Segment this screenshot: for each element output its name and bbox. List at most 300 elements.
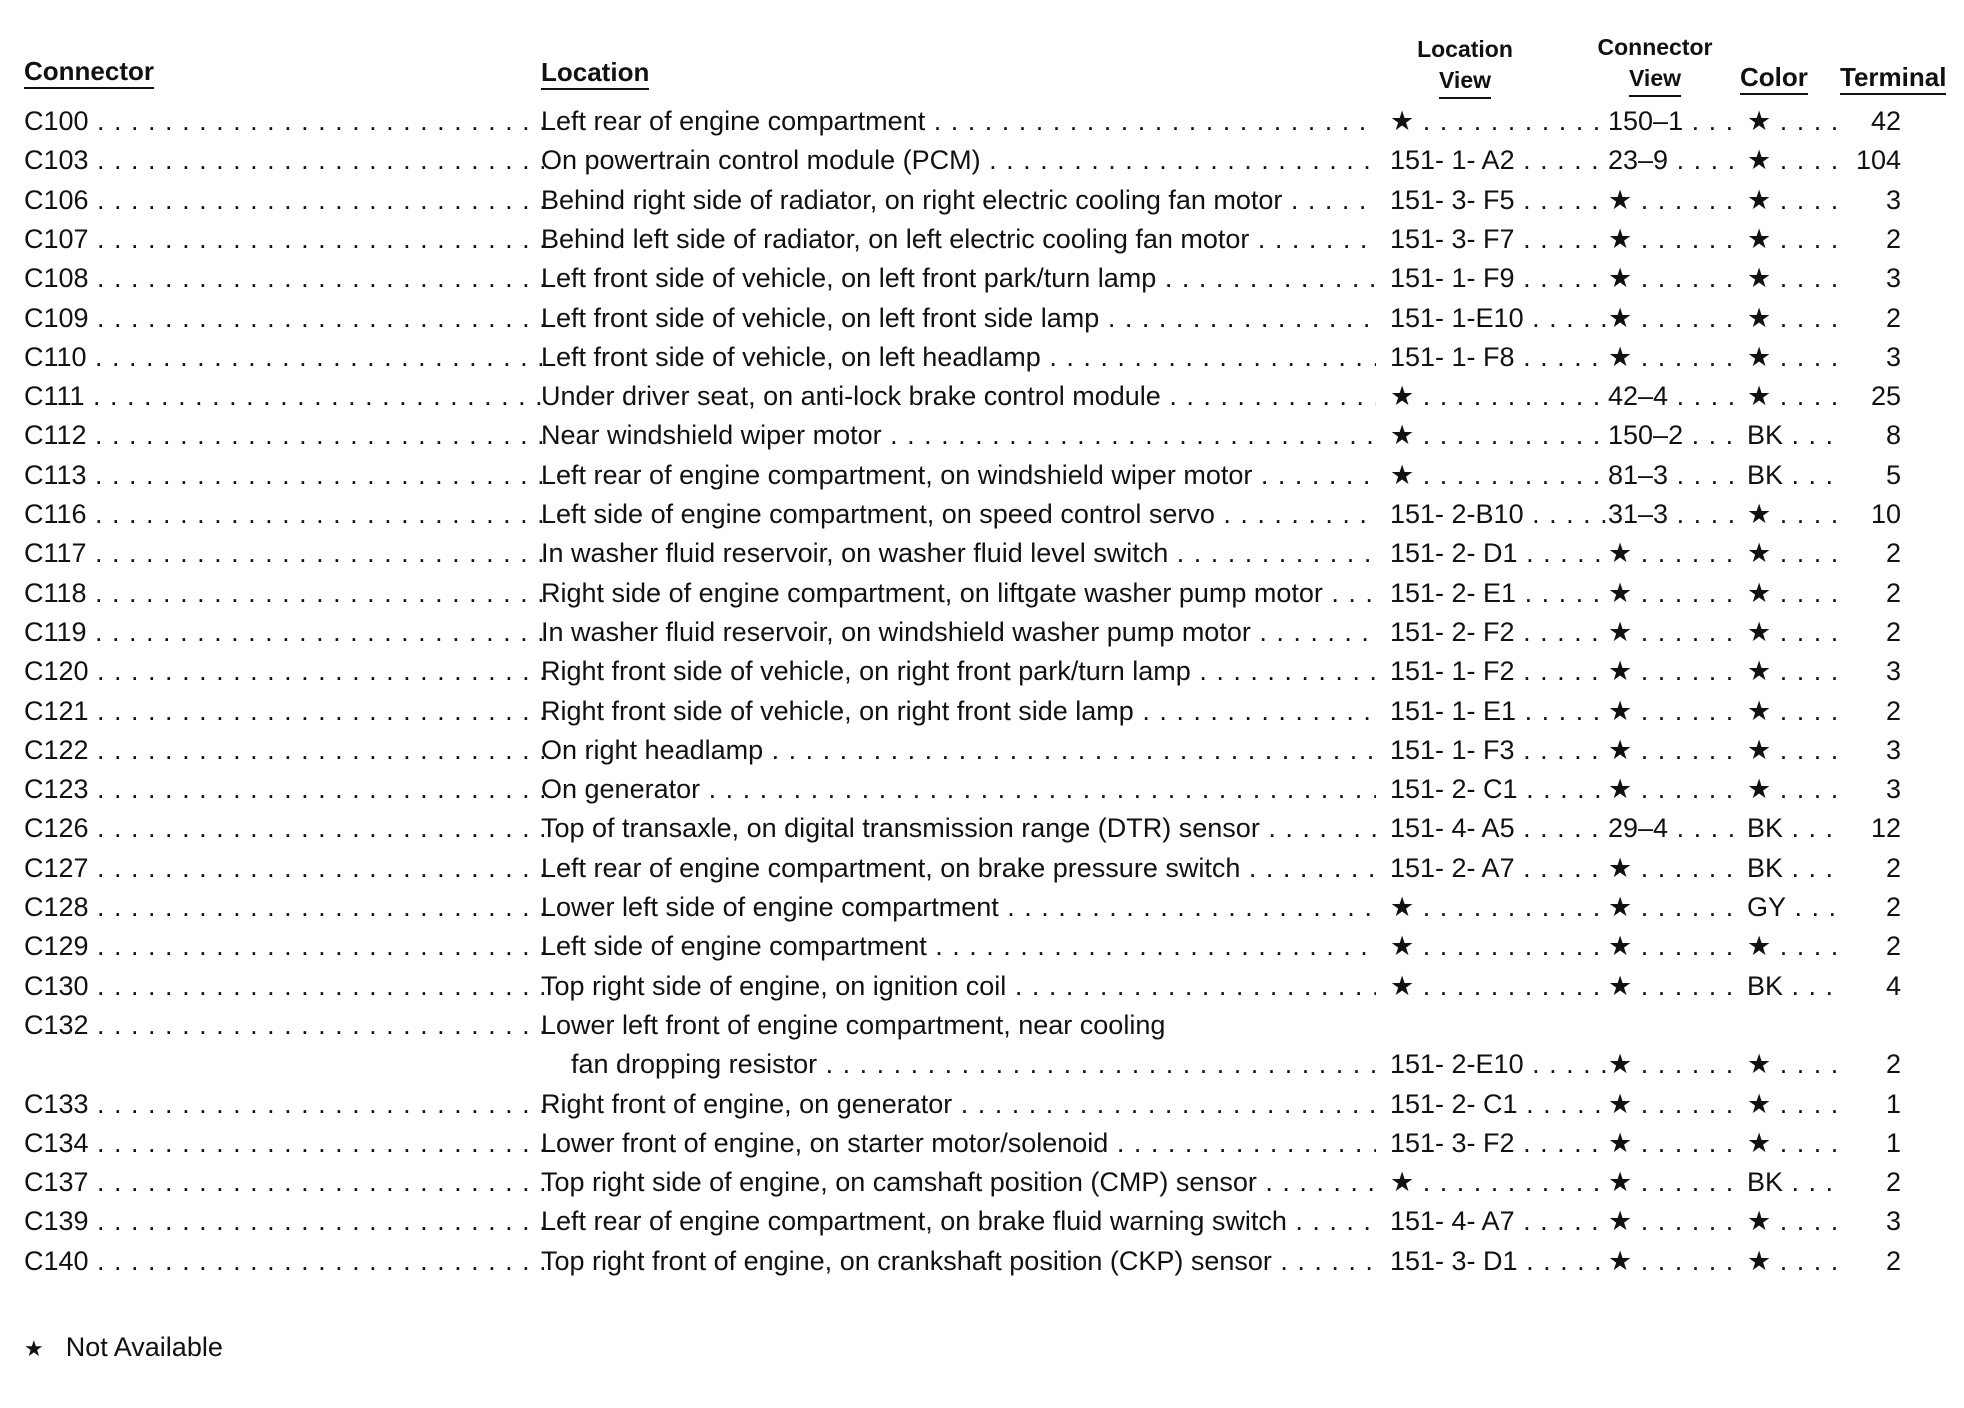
terminal-cell-text: 2	[1885, 892, 1901, 922]
color-cell	[1747, 338, 1837, 377]
connector-view-cell-text: ★	[1608, 538, 1633, 569]
connector-cell-text: C132	[24, 1009, 89, 1040]
terminal-cell-text: 3	[1885, 341, 1901, 372]
terminal-cell	[1839, 927, 1901, 966]
location-cell-text: In washer fluid reservoir, on washer fluid level switch	[541, 538, 1169, 569]
terminal-cell-text: 2	[1885, 616, 1901, 647]
terminal-cell	[1839, 495, 1901, 534]
location-cell	[541, 181, 1376, 220]
location-cell-text: Left front side of vehicle, on left headlamp	[541, 341, 1041, 372]
connector-cell-text: C140	[24, 1245, 89, 1276]
color-cell	[1747, 652, 1837, 691]
location-cell	[541, 1085, 1376, 1124]
location-cell	[541, 692, 1376, 731]
table-row	[0, 259, 1964, 298]
table-row	[0, 299, 1964, 338]
location-view-cell-text: 151- 2- D1	[1390, 538, 1518, 569]
location-view-cell	[1390, 141, 1606, 180]
connector-view-cell-text: ★	[1608, 1167, 1633, 1198]
header-location-view	[1400, 34, 1530, 99]
connector-cell-text: C112	[24, 420, 87, 451]
location-cell-text: On powertrain control module (PCM)	[541, 145, 981, 176]
table-row	[0, 1085, 1964, 1124]
location-view-cell	[1390, 534, 1606, 573]
location-view-cell	[1390, 220, 1606, 259]
location-cell-text: On generator	[541, 774, 701, 805]
footnote-star-icon: ★	[24, 1336, 44, 1361]
location-cell-text: Top right side of engine, on camshaft position (CMP) sensor	[541, 1167, 1257, 1198]
table-row	[0, 377, 1964, 416]
location-cell	[541, 534, 1376, 573]
connector-cell	[24, 377, 544, 416]
location-cell	[541, 574, 1376, 613]
connector-cell-text: C122	[24, 734, 89, 765]
color-cell	[1747, 809, 1837, 848]
connector-view-cell	[1608, 731, 1745, 770]
terminal-cell	[1839, 338, 1901, 377]
connector-cell-text: C107	[24, 223, 89, 254]
connector-cell	[24, 141, 544, 180]
location-cell-text: In washer fluid reservoir, on windshield washer pump motor	[541, 616, 1251, 647]
color-cell	[1747, 613, 1837, 652]
color-cell-text: GY	[1747, 892, 1787, 922]
terminal-cell	[1839, 181, 1901, 220]
color-cell	[1747, 1045, 1837, 1084]
location-view-cell-text: 151- 1- F9	[1390, 263, 1515, 294]
location-cell	[541, 1163, 1376, 1202]
table-row	[0, 1242, 1964, 1281]
color-cell-text: ★	[1747, 1206, 1772, 1237]
location-view-cell-text: ★	[1390, 420, 1415, 451]
table-row	[0, 416, 1964, 455]
connector-view-cell	[1608, 534, 1745, 573]
location-cell-text: Top right front of engine, on crankshaft position (CKP) sensor	[541, 1245, 1272, 1276]
connector-view-cell	[1608, 1202, 1745, 1241]
location-view-cell	[1390, 770, 1606, 809]
terminal-cell	[1839, 1085, 1901, 1124]
location-cell	[541, 338, 1376, 377]
color-cell-text: ★	[1747, 774, 1772, 805]
location-view-cell-text: 151- 3- F7	[1390, 223, 1515, 254]
location-cell	[541, 967, 1376, 1006]
table-row	[0, 1045, 1964, 1084]
location-view-cell-text: 151- 2-E10	[1390, 1049, 1524, 1080]
table-row	[0, 102, 1964, 141]
location-view-cell-text: 151- 1- E1	[1390, 695, 1517, 726]
location-view-cell	[1390, 377, 1606, 416]
connector-cell	[24, 1163, 544, 1202]
header-terminal	[1840, 62, 1946, 95]
color-cell	[1747, 1202, 1837, 1241]
connector-cell	[24, 770, 544, 809]
location-cell-text: Under driver seat, on anti-lock brake control module	[541, 381, 1161, 412]
terminal-cell	[1839, 220, 1901, 259]
header-location-label: Location	[541, 57, 649, 90]
location-cell-text: Behind right side of radiator, on right electric cooling fan motor	[541, 184, 1283, 215]
location-cell-text: Right front of engine, on generator	[541, 1088, 953, 1119]
connector-view-cell-text: ★	[1608, 774, 1633, 805]
connector-cell	[24, 1202, 544, 1241]
location-view-cell-text: ★	[1390, 892, 1415, 922]
table-row	[0, 888, 1964, 927]
table-row	[0, 1006, 1964, 1045]
terminal-cell	[1839, 574, 1901, 613]
terminal-cell	[1839, 652, 1901, 691]
location-cell	[541, 652, 1376, 691]
location-view-cell	[1390, 259, 1606, 298]
connector-cell-text: C128	[24, 892, 89, 922]
terminal-cell	[1839, 1124, 1901, 1163]
location-view-cell-text: 151- 2- C1	[1390, 774, 1518, 805]
location-cell-text: Top of transaxle, on digital transmission range (DTR) sensor	[541, 813, 1260, 844]
connector-view-cell	[1608, 613, 1745, 652]
location-cell-text: Lower left side of engine compartment	[541, 892, 999, 922]
location-cell-text: Behind left side of radiator, on left electric cooling fan motor	[541, 223, 1250, 254]
connector-cell	[24, 456, 544, 495]
table-row	[0, 574, 1964, 613]
connector-view-cell	[1608, 495, 1745, 534]
location-cell	[541, 456, 1376, 495]
location-cell-text: Left rear of engine compartment	[541, 106, 926, 136]
location-view-cell-text: 151- 1- F8	[1390, 341, 1515, 372]
table-row	[0, 652, 1964, 691]
color-cell	[1747, 495, 1837, 534]
terminal-cell-text: 104	[1855, 145, 1901, 176]
terminal-cell-text: 4	[1885, 970, 1901, 1001]
location-view-cell-text: 151- 2- F2	[1390, 616, 1515, 647]
connector-view-cell	[1608, 849, 1745, 888]
location-cell	[541, 1006, 1376, 1045]
location-cell	[541, 299, 1376, 338]
location-cell-text: Left rear of engine compartment, on brake pressure switch	[541, 852, 1241, 883]
color-cell-text: ★	[1747, 145, 1772, 176]
table-row	[0, 534, 1964, 573]
connector-cell-text: C113	[24, 459, 87, 490]
connector-cell-text: C123	[24, 774, 89, 805]
terminal-cell-text: 1	[1885, 1127, 1901, 1158]
terminal-cell	[1839, 731, 1901, 770]
connector-view-cell-text: 23–9	[1608, 145, 1669, 176]
color-cell	[1747, 416, 1837, 455]
terminal-cell	[1839, 1163, 1901, 1202]
location-cell	[571, 1045, 1376, 1084]
terminal-cell-text: 2	[1885, 852, 1901, 883]
terminal-cell-text: 3	[1885, 656, 1901, 687]
connector-cell	[24, 1242, 544, 1281]
location-view-cell-text: 151- 1- F3	[1390, 734, 1515, 765]
terminal-cell-text: 2	[1885, 1049, 1901, 1080]
location-view-cell	[1390, 809, 1606, 848]
connector-cell	[24, 259, 544, 298]
connector-cell-text: C129	[24, 931, 89, 962]
location-view-cell-text: 151- 1- F2	[1390, 656, 1515, 687]
connector-cell	[24, 299, 544, 338]
table-row	[0, 731, 1964, 770]
connector-cell-text: C137	[24, 1167, 89, 1198]
location-cell-text: Lower front of engine, on starter motor/solenoid	[541, 1127, 1109, 1158]
connector-view-cell-text: 150–1	[1608, 106, 1684, 136]
connector-cell	[24, 1006, 544, 1045]
connector-cell	[24, 181, 544, 220]
color-cell	[1747, 888, 1837, 927]
connector-view-cell	[1608, 102, 1745, 141]
color-cell	[1747, 299, 1837, 338]
table-row	[0, 613, 1964, 652]
location-view-cell	[1390, 613, 1606, 652]
location-view-cell-text: 151- 2- A7	[1390, 852, 1515, 883]
location-view-cell-text: ★	[1390, 106, 1415, 136]
table-row	[0, 338, 1964, 377]
connector-view-cell	[1608, 809, 1745, 848]
table-row	[0, 456, 1964, 495]
location-cell-text: Left rear of engine compartment, on brake fluid warning switch	[541, 1206, 1287, 1237]
color-cell	[1747, 849, 1837, 888]
location-view-cell	[1390, 181, 1606, 220]
color-cell-text: ★	[1747, 931, 1772, 962]
connector-view-cell-text: ★	[1608, 931, 1633, 962]
terminal-cell-text: 3	[1885, 184, 1901, 215]
location-cell	[541, 259, 1376, 298]
connector-view-cell-text: ★	[1608, 734, 1633, 765]
location-view-cell	[1390, 731, 1606, 770]
location-view-cell-text: 151- 2-B10	[1390, 499, 1524, 529]
connector-cell	[24, 652, 544, 691]
connector-cell-text: C121	[24, 695, 89, 726]
location-cell-text: Left front side of vehicle, on left front side lamp	[541, 302, 1100, 333]
color-cell-text: BK	[1747, 813, 1784, 844]
location-view-cell	[1390, 102, 1606, 141]
terminal-cell	[1839, 967, 1901, 1006]
location-cell-text: Top right side of engine, on ignition coil	[541, 970, 1007, 1001]
terminal-cell-text: 2	[1885, 1245, 1901, 1276]
location-view-cell	[1390, 338, 1606, 377]
terminal-cell-text: 2	[1885, 695, 1901, 726]
header-connector-label: Connector	[24, 56, 154, 89]
location-view-cell-text: ★	[1390, 931, 1415, 962]
connector-cell-text: C120	[24, 656, 89, 687]
connector-view-cell-text: ★	[1608, 1206, 1633, 1237]
connector-cell	[24, 338, 544, 377]
color-cell	[1747, 731, 1837, 770]
location-cell	[541, 1124, 1376, 1163]
connector-view-cell	[1608, 1163, 1745, 1202]
connector-cell	[24, 927, 544, 966]
connector-cell-text: C134	[24, 1127, 89, 1158]
color-cell-text: ★	[1747, 223, 1772, 254]
color-cell-text: ★	[1747, 695, 1772, 726]
location-view-cell-text: ★	[1390, 381, 1415, 412]
connector-view-cell	[1608, 770, 1745, 809]
terminal-cell-text: 2	[1885, 931, 1901, 962]
location-cell	[541, 888, 1376, 927]
color-cell	[1747, 377, 1837, 416]
connector-view-cell	[1608, 888, 1745, 927]
connector-view-cell	[1608, 141, 1745, 180]
color-cell-text: BK	[1747, 1167, 1784, 1198]
color-cell-text: ★	[1747, 1245, 1772, 1276]
connector-view-cell-text: ★	[1608, 656, 1633, 687]
header-location-view-line2: View	[1439, 65, 1491, 99]
location-view-cell-text: ★	[1390, 1167, 1415, 1198]
connector-cell-text: C106	[24, 184, 89, 215]
terminal-cell-text: 5	[1885, 459, 1901, 490]
color-cell	[1747, 1124, 1837, 1163]
terminal-cell-text: 3	[1885, 734, 1901, 765]
connector-view-cell-text: ★	[1608, 302, 1633, 333]
connector-view-cell-text: ★	[1608, 223, 1633, 254]
connector-view-cell	[1608, 377, 1745, 416]
connector-view-cell	[1608, 299, 1745, 338]
table-row	[0, 220, 1964, 259]
terminal-cell	[1839, 692, 1901, 731]
color-cell	[1747, 102, 1837, 141]
table-row	[0, 849, 1964, 888]
location-view-cell-text: ★	[1390, 970, 1415, 1001]
location-cell	[541, 416, 1376, 455]
color-cell	[1747, 574, 1837, 613]
terminal-cell-text: 3	[1885, 1206, 1901, 1237]
terminal-cell	[1839, 377, 1901, 416]
terminal-cell-text: 2	[1885, 223, 1901, 254]
connector-cell-text: C103	[24, 145, 89, 176]
table-row	[0, 495, 1964, 534]
header-connector	[24, 56, 154, 89]
connector-cell-text: C111	[24, 381, 85, 412]
color-cell-text: ★	[1747, 577, 1772, 608]
location-cell	[541, 809, 1376, 848]
terminal-cell	[1839, 534, 1901, 573]
connector-cell	[24, 849, 544, 888]
color-cell	[1747, 927, 1837, 966]
color-cell	[1747, 1085, 1837, 1124]
header-connector-view-line2: View	[1629, 63, 1681, 97]
connector-view-cell	[1608, 181, 1745, 220]
location-cell-text: Left rear of engine compartment, on windshield wiper motor	[541, 459, 1253, 490]
location-cell-text: On right headlamp	[541, 734, 764, 765]
color-cell-text: BK	[1747, 970, 1784, 1001]
location-cell-text: Lower left front of engine compartment, near cooling	[541, 1009, 1166, 1040]
connector-view-cell	[1608, 1045, 1745, 1084]
connector-cell-text: C108	[24, 263, 89, 294]
color-cell-text: ★	[1747, 1127, 1772, 1158]
location-cell	[541, 770, 1376, 809]
connector-view-cell-text: 42–4	[1608, 381, 1669, 412]
location-view-cell-text: 151- 2- C1	[1390, 1088, 1518, 1119]
terminal-cell-text: 12	[1870, 813, 1901, 844]
connector-cell	[24, 888, 544, 927]
connector-view-cell-text: ★	[1608, 577, 1633, 608]
terminal-cell-text: 8	[1885, 420, 1901, 451]
terminal-cell	[1839, 770, 1901, 809]
connector-view-cell-text: ★	[1608, 892, 1633, 922]
color-cell	[1747, 1163, 1837, 1202]
location-view-cell	[1390, 652, 1606, 691]
location-view-cell	[1390, 495, 1606, 534]
connector-cell	[24, 1085, 544, 1124]
connector-cell-text: C130	[24, 970, 89, 1001]
terminal-cell-text: 42	[1870, 106, 1901, 136]
terminal-cell	[1839, 259, 1901, 298]
connector-cell	[24, 613, 544, 652]
location-cell-text: fan dropping resistor	[571, 1049, 818, 1080]
location-view-cell	[1390, 692, 1606, 731]
terminal-cell-text: 10	[1870, 499, 1901, 529]
terminal-cell	[1839, 613, 1901, 652]
location-view-cell	[1390, 299, 1606, 338]
connector-view-cell-text: ★	[1608, 1049, 1633, 1080]
table-row	[0, 1124, 1964, 1163]
connector-cell	[24, 416, 544, 455]
connector-view-cell	[1608, 338, 1745, 377]
location-view-cell-text: 151- 4- A5	[1390, 813, 1515, 844]
terminal-cell	[1839, 299, 1901, 338]
connector-cell	[24, 692, 544, 731]
location-view-cell	[1390, 849, 1606, 888]
location-view-cell	[1390, 1202, 1606, 1241]
location-view-cell-text: 151- 4- A7	[1390, 1206, 1515, 1237]
connector-view-cell-text: ★	[1608, 695, 1633, 726]
connector-cell	[24, 102, 544, 141]
color-cell	[1747, 1242, 1837, 1281]
location-cell	[541, 377, 1376, 416]
connector-view-cell-text: ★	[1608, 263, 1633, 294]
connector-view-cell	[1608, 220, 1745, 259]
location-view-cell-text: 151- 2- E1	[1390, 577, 1517, 608]
connector-view-cell	[1608, 1085, 1745, 1124]
color-cell	[1747, 456, 1837, 495]
location-cell-text: Left side of engine compartment, on speed control servo	[541, 499, 1215, 529]
connector-cell	[24, 495, 544, 534]
table-row	[0, 967, 1964, 1006]
connector-cell	[24, 574, 544, 613]
connector-view-cell	[1608, 1124, 1745, 1163]
color-cell-text: ★	[1747, 656, 1772, 687]
connector-view-cell	[1608, 1242, 1745, 1281]
connector-cell	[24, 731, 544, 770]
table-row	[0, 692, 1964, 731]
terminal-cell	[1839, 456, 1901, 495]
color-cell-text: BK	[1747, 459, 1784, 490]
table-row	[0, 1163, 1964, 1202]
connector-view-cell	[1608, 416, 1745, 455]
connector-view-cell-text: ★	[1608, 1245, 1633, 1276]
connector-cell	[24, 534, 544, 573]
color-cell	[1747, 534, 1837, 573]
header-color-label: Color	[1740, 62, 1808, 95]
location-view-cell	[1390, 888, 1606, 927]
location-cell-text: Near windshield wiper motor	[541, 420, 882, 451]
header-location	[541, 57, 649, 90]
connector-cell	[24, 967, 544, 1006]
location-view-cell-text: 151- 3- F2	[1390, 1127, 1515, 1158]
connector-view-cell-text: ★	[1608, 1088, 1633, 1119]
terminal-cell-text: 2	[1885, 538, 1901, 569]
color-cell-text: BK	[1747, 852, 1784, 883]
location-cell	[541, 1202, 1376, 1241]
location-cell	[541, 102, 1376, 141]
location-view-cell	[1390, 416, 1606, 455]
color-cell	[1747, 141, 1837, 180]
location-view-cell-text: 151- 3- D1	[1390, 1245, 1518, 1276]
connector-view-cell	[1608, 652, 1745, 691]
header-color	[1740, 62, 1808, 95]
location-cell	[541, 141, 1376, 180]
header-connector-view	[1585, 32, 1725, 97]
color-cell	[1747, 692, 1837, 731]
color-cell-text: ★	[1747, 263, 1772, 294]
color-cell-text: ★	[1747, 1088, 1772, 1119]
location-view-cell	[1390, 456, 1606, 495]
